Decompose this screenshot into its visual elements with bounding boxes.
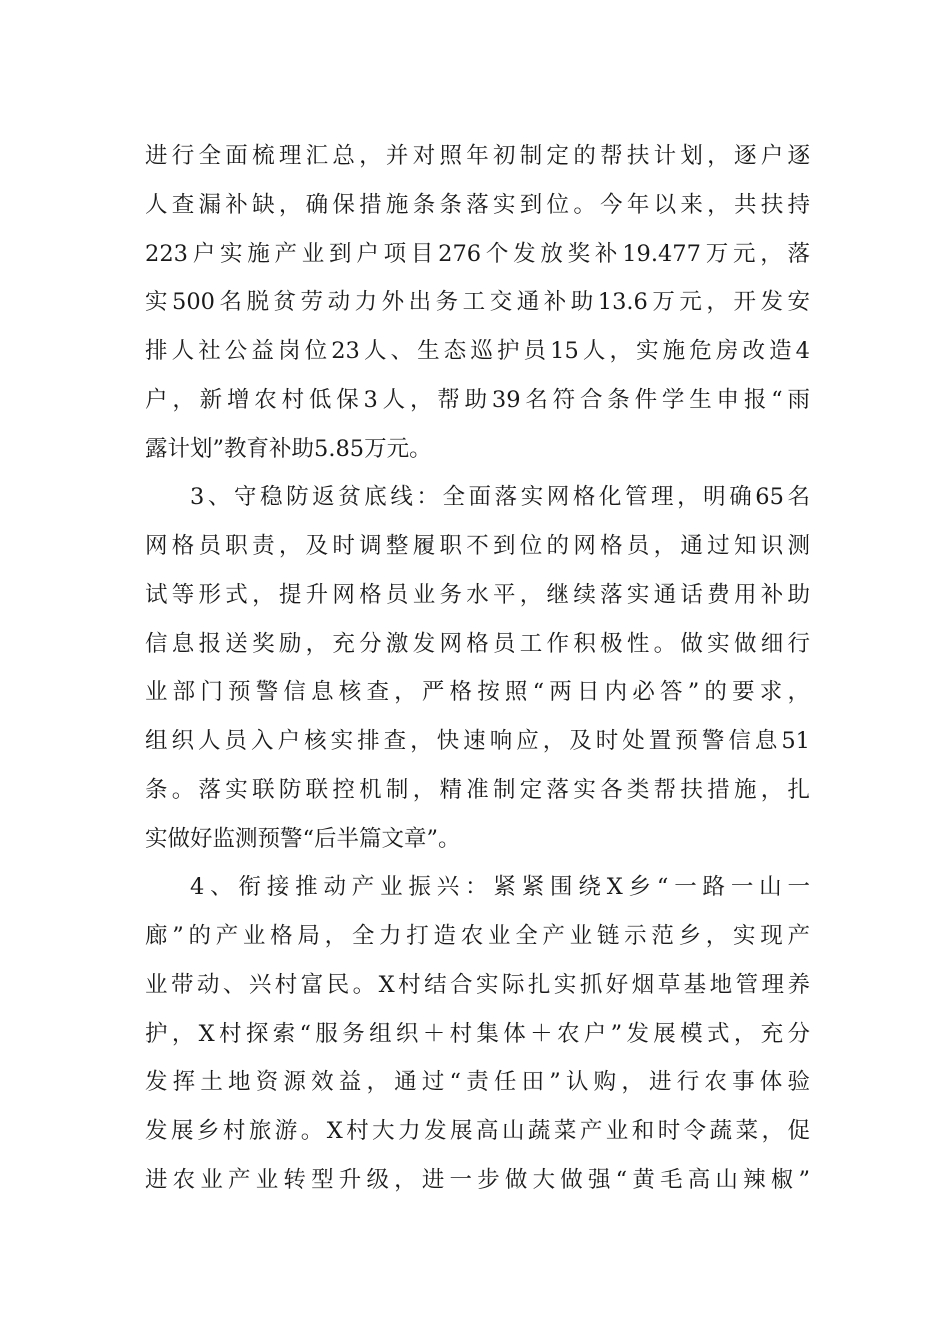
text-line: 223户实施产业到户项目276个发放奖补19.477万元，落 [145,240,810,267]
text-line: 护，X村探索“服务组织＋村集体＋农户”发展模式，充分 [145,1020,810,1047]
text-line: 条。落实联防联控机制，精准制定落实各类帮扶措施，扎 [145,776,810,803]
text-line: 发展乡村旅游。X村大力发展高山蔬菜产业和时令蔬菜，促 [145,1118,810,1144]
document-body [145,132,810,1205]
text-line: 廊”的产业格局，全力打造农业全产业链示范乡，实现产 [145,923,810,949]
text-line: 网格员职责，及时调整履职不到位的网格员，通过知识测 [145,533,810,559]
text-line: 发挥土地资源效益，通过“责任田”认购，进行农事体验 [145,1069,810,1096]
text-line: 4、衔接推动产业振兴：紧紧围绕X乡“一路一山一 [190,874,810,901]
text-line: 业带动、兴村富民。X村结合实际扎实抓好烟草基地管理养 [145,971,810,998]
text-line: 进农业产业转型升级，进一步做大做强“黄毛高山辣椒” [145,1166,810,1193]
text-line: 信息报送奖励，充分激发网格员工作积极性。做实做细行 [145,630,810,657]
text-line: 露计划”教育补助5.85万元。 [145,435,432,462]
text-line: 试等形式，提升网格员业务水平，继续落实通话费用补助 [145,581,810,608]
text-line: 组织人员入户核实排查，快速响应，及时处置预警信息51 [145,728,810,754]
text-line: 3、守稳防返贫底线：全面落实网格化管理，明确65名 [190,484,810,511]
text-line: 实500名脱贫劳动力外出务工交通补助13.6万元，开发安 [145,289,810,316]
text-line: 人查漏补缺，确保措施条条落实到位。今年以来，共扶持 [145,191,810,218]
text-line: 进行全面梳理汇总，并对照年初制定的帮扶计划，逐户逐 [145,143,810,169]
text-line: 业部门预警信息核查，严格按照“两日内必答”的要求， [145,679,810,706]
text-line: 实做好监测预警“后半篇文章”。 [145,825,461,852]
text-line: 排人社公益岗位23人、生态巡护员15人，实施危房改造4 [145,338,810,364]
text-line: 户，新增农村低保3人，帮助39名符合条件学生申报“雨 [145,386,810,413]
